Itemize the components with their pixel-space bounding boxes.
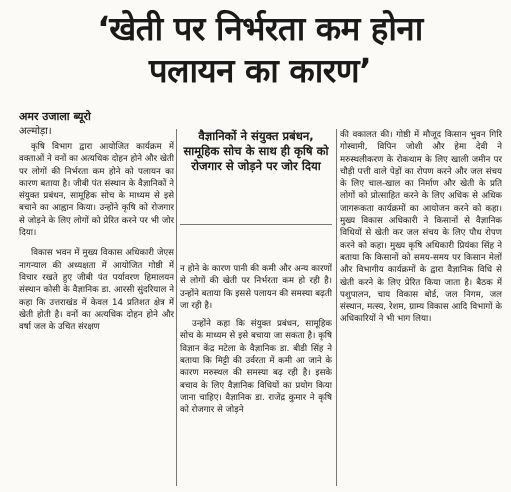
headline-line-1: ‘खेती पर निर्भरता कम होना xyxy=(97,9,423,48)
headline-line-2: पलायन का कारण’ xyxy=(148,51,372,90)
byline: अमर उजाला ब्यूरो xyxy=(19,110,91,123)
subheadline: वैज्ञानिकों ने संयुक्त प्रबंधन, सामूहिक सोच के साथ ही कृषि को रोजगार से जोड़ने पर जोर दिया xyxy=(183,129,329,173)
headline xyxy=(30,8,490,92)
paragraph: विकास भवन में मुख्य विकास अधिकारी जेएस नागन्याल की अध्यक्षता में आयोजित गोष्ठी में विचार रखते हुए जीबी पंत पर्यावरण हिमालयन संस्थान कोसी के वैज्ञानिक डा. आरसी सुंदरियाल ने कहा कि उत्तराखंड में केवल 14 प्रतिशत क्षेत्र में खेती होती है। वनों का अत्यधिक दोहन होने और वर्षा जल के उचित संरक्षण xyxy=(19,248,174,333)
article-column-2 xyxy=(180,263,332,486)
article-column-3 xyxy=(340,129,502,486)
paragraph: कृषि विभाग द्वारा आयोजित कार्यक्रम में वक्ताओं ने वनों का अत्यधिक दोहन होने और खेती पर लोगों की निर्भरता कम होने को पलायन का कारण बताया है। जीबी पंत संस्थान के वैज्ञानिकों ने संयुक्त प्रबंधन, सामूहिक सोच के माध्यम से इसे बचाने का आह्वान किया। उन्होंने कृषि को रोजगार से जोड़ने के लिए लोगों को प्रेरित करने पर भी जोर दिया। xyxy=(19,142,174,239)
column-divider xyxy=(176,129,177,486)
paragraph: उन्होंने कहा कि संयुक्त प्रबंधन, सामूहिक सोच के माध्यम से इसे बचाया जा सकता है। कृषि विज्ञान केंद्र मटेला के वैज्ञानिक डा. बीडी सिंह ने बताया कि मिट्टी की उर्वरता में कमी आ जाने के कारण मरुस्थल की समस्या बढ़ रही है। इसके बचाव के लिए वैज्ञानिक विधियों का प्रयोग किया जाना चाहिए। वैज्ञानिक डा. राजेंद्र कुमार ने कृषि को रोजगार से जोड़ने xyxy=(180,319,332,416)
subheadline-rule xyxy=(180,224,332,225)
paragraph: की वकालत की। गोष्ठी में मौजूद किसान भुवन गिरि गोस्वामी, विपिन जोशी और हेमा देवी ने मरुस्थलीकरण के रोकथाम के लिए खाली जमीन पर चौड़ी पत्ती वाले पेड़ों का रोपण करने और जल संचय के लिए चाल-खाल का निर्माण और खेती के प्रति लोगों को प्रोत्साहित करने के लिए अधिक से अधिक जागरूकता कार्यक्रमों का आयोजन करने को कहा। मुख्य विकास अधिकारी ने किसानों से वैज्ञानिक विधियों से खेती कर जल संचय के लिए पौध रोपण करने को कहा। मुख्य कृषि अधिकारी प्रियंका सिंह ने बताया कि किसानों को समय-समय पर किसान मेलों और विभागीय कार्यक्रमों के द्वारा वैज्ञानिक विधि से खेती करने के लिए प्रेरित किया जाता है। बैठक में पशुपालन, चाय विकास बोर्ड, जल निगम, जल संस्थान, मत्स्य, रेशम, ग्राम्य विकास आदि विभागों के अधिकारियों ने भी भाग लिया। xyxy=(340,130,502,325)
paragraph: न होने के कारण पानी की कमी और अन्य कारणों से लोगों की खेती पर निर्भरता कम हो रही है। उन्होंने बताया कि इससे पलायन की समस्या बढ़ती जा रही है। xyxy=(180,264,332,311)
article-column-1 xyxy=(19,141,174,486)
dateline: अल्मोड़ा। xyxy=(19,126,52,137)
column-divider xyxy=(336,129,337,486)
